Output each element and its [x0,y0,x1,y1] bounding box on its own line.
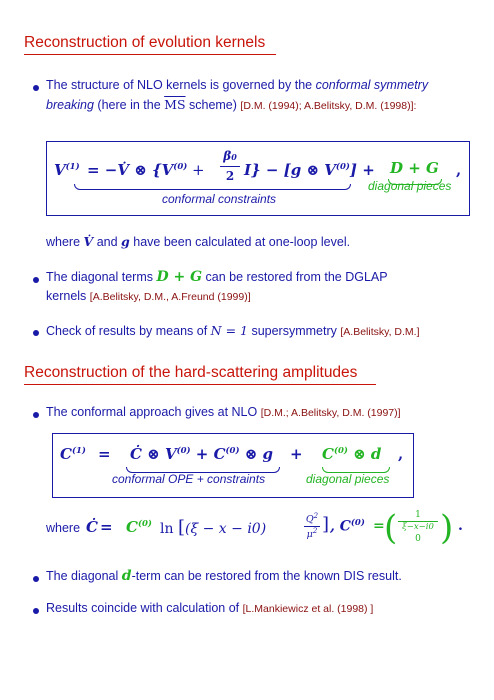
math-superscript: (1) [65,162,80,172]
eq-comma: , [456,161,462,179]
math-symbol: , C [330,518,351,535]
bullet-point [33,608,39,614]
bullet-point [33,576,39,582]
math-symbol: ln [160,521,174,537]
text-segment: The structure of NLO kernels is governed by the [46,78,316,92]
math-ln-expression: ln [(ξ − x − i0) [160,517,267,538]
eq-comma: , [398,445,404,463]
eq-term1 [130,445,273,463]
brace-label-conformal-constraints: conformal constraints [162,192,277,206]
title-underline [24,384,376,385]
text-segment: The diagonal terms [46,270,157,284]
title-underline [24,54,276,55]
eq-plus: + [290,445,303,463]
eq-diagonal-term: D + G [390,159,439,177]
math-subscript: 0 [231,152,237,162]
math-equals: = [373,518,385,534]
math-equals: = [100,518,113,536]
math-q-fraction-den: $\mu^2$ [306,527,318,541]
brace-label-diagonal-pieces: diagonal pieces [368,179,452,193]
math-symbol: μ [306,529,313,541]
bullet-point [33,85,39,91]
eq-frac-num [220,149,240,163]
math-superscript: (0) [225,446,240,456]
math-period: . [458,518,463,534]
math-paren-left: ( [384,508,398,548]
text-segment: supersymmetry [247,324,341,338]
text-segment: and [93,235,122,249]
text-emphasis: conformal symmetry [315,78,429,92]
math-symbol: C [126,518,138,536]
brace-label-diagonal-pieces: diagonal pieces [306,472,390,486]
text-segment: where [46,521,81,535]
eq-term1: = −V̇ ⊗ {$V^{(0)}$ + [87,161,205,179]
reference: [D.M.; A.Belitsky, D.M. (1997)] [260,407,401,419]
bullet-text-diagonal-d-term [46,567,402,586]
bullet-point [33,412,39,418]
underbrace-conformal [74,184,351,190]
math-zero: 0 [415,534,421,544]
math-symbol: d [121,568,132,584]
math-symbol: ] + [349,161,375,179]
math-superscript: (0) [335,162,350,172]
reference: [L.Mankiewicz et al. (1998) ] [242,603,374,615]
text-segment: scheme) [185,98,241,112]
section-title-hard-scattering: Reconstruction of the hard-scattering amplitudes [24,364,358,381]
eq-lhs [54,161,80,179]
math-c0 [126,518,152,536]
text-emphasis: breaking [46,98,94,112]
reference: [A.Belitsky, D.M., A.Freund (1999)] [89,291,251,303]
text-segment: can be restored from the DGLAP [202,270,388,284]
text-where-c-dot [46,508,486,552]
bullet-text-supersymmetry [46,321,420,342]
math-symbol: C [322,445,334,463]
math-symbol: β [223,149,232,163]
equation-kernel [54,149,464,209]
text-segment: -term can be restored from the known DIS result. [131,569,402,583]
math-q-fraction-num: $Q^2$ [305,512,319,526]
math-superscript: (0) [350,518,365,528]
text-segment: Check of results by means of [46,324,211,338]
text-segment: where [46,235,84,249]
math-symbol: Ċ [86,518,98,536]
math-superscript: (0) [173,162,188,172]
text-segment: Results coincide with calculation of [46,601,243,615]
math-symbol: (ξ − x − i0) [184,521,267,537]
text-segment: The diagonal [46,569,122,583]
math-frac-den: ξ−x−i0 [402,522,434,532]
reference: [A.Belitsky, D.M.] [340,326,420,338]
math-superscript: (0) [333,446,348,456]
bullet-point [33,330,39,336]
eq-term1-end [244,161,375,179]
math-symbol: + C [190,445,226,463]
bullet-point [33,277,39,283]
equation-amplitude [60,440,410,495]
math-symbol: V [54,161,66,179]
text-segment: The conformal approach gives at NLO [46,405,261,419]
math-superscript: (1) [71,446,86,456]
math-frac-num: 1 [415,510,421,520]
math-superscript: (0) [176,446,191,456]
eq-frac-den: 2 [225,169,235,183]
brace-label-conformal-ope: conformal OPE + constraints [112,472,266,486]
math-symbol: V̇ [83,234,94,249]
math-c0-label [330,518,365,535]
reference: [D.M. (1994); A.Belitsky, D.M. (1998)]: [240,100,417,112]
math-symbol: C [60,445,72,463]
bullet-text-diagonal-terms [46,268,388,307]
ms-scheme-label: $\overline{MS}$ [164,97,186,112]
section-title-evolution-kernels: Reconstruction of evolution kernels [24,34,266,51]
fraction-bar [220,166,240,167]
bullet-text-results-coincide [46,599,373,619]
math-symbol: = −V̇ ⊗ {V [87,161,174,179]
math-symbol: ⊗ g [239,445,273,463]
text-segment: have been calculated at one-loop level. [129,235,351,249]
math-symbol: Ċ ⊗ V [130,445,177,463]
math-superscript: (0) [137,519,152,529]
bullet-text-conformal-approach [46,403,401,423]
math-symbol: N = 1 [210,323,248,338]
math-bracket: ] [322,514,330,535]
math-symbol: Q [305,514,314,526]
eq-diagonal-term [322,445,381,463]
bullet-text-nlo-kernels [46,76,428,116]
math-symbol: ⊗ d [347,445,382,463]
eq-equals: = [98,445,111,463]
text-where-v-g [46,232,350,252]
math-symbol: g [121,234,130,249]
math-paren-right: ) [440,508,454,548]
eq-lhs [60,445,86,463]
math-symbol: I} − [g ⊗ V [244,161,336,179]
text-segment: (here in the [93,98,165,112]
math-diagonal-term: D + G [156,269,203,285]
text-segment: kernels [46,289,90,303]
